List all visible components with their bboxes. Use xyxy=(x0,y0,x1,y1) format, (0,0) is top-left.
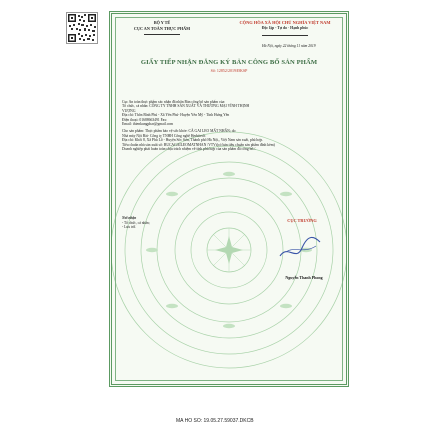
ministry-name: BỘ Y TẾ xyxy=(153,20,171,25)
organization-line-cont: VƯỢNG xyxy=(122,108,136,113)
document-number: Số: 12852/2019/ĐKSP xyxy=(210,68,248,73)
signature-mark xyxy=(276,226,324,266)
recipients-block xyxy=(122,216,150,230)
recipient-item: - Tổ chức, cá nhân; xyxy=(122,220,150,225)
address-line: Địa chỉ: Thôn Bình Phú - Xã Yên Phú- Huyện Yên Mỹ - Tỉnh Hưng Yên xyxy=(122,113,230,118)
issuer-header xyxy=(122,21,202,32)
producer-line: Nhà máy Nội Bài- Công ty TNHH Công nghệ Herbitech xyxy=(122,133,206,138)
header-left-rule xyxy=(144,34,180,35)
email-line: Email: thienkungphar@gmail.com xyxy=(122,122,174,127)
qr-code-graphic xyxy=(67,13,97,43)
phone-line: Điện thoại: 01688663491 Fax: xyxy=(122,117,168,122)
document-title: GIẤY TIẾP NHẬN ĐĂNG KÝ BẢN CÔNG BỐ SẢN PHẨM xyxy=(140,59,318,66)
commitment-line: Doanh nghiệp phải hoàn toàn chịu trách nhiệm về tính phù hợp của sản phẩm đã công bố./. xyxy=(122,147,257,152)
intro-line: Cục An toàn thực phẩm xác nhận đã nhận Bản công bố sản phẩm của: xyxy=(122,100,226,104)
product-line: Cho sản phẩm: Thực phẩm bảo vệ sức khỏe: CÀ GAI LEO MẤT NHÂN; do xyxy=(122,129,236,134)
qr-code xyxy=(66,12,98,44)
certificate-document xyxy=(109,11,349,387)
signer-name: Nguyễn Thanh Phong xyxy=(285,275,323,280)
department-name: CỤC AN TOÀN THỰC PHẨM xyxy=(133,25,191,31)
header-right-rule xyxy=(262,35,308,36)
national-motto: Độc lập - Tự do - Hạnh phúc xyxy=(261,26,309,31)
dossier-code: MA HO SO: 19.05.27.59037.DKCB xyxy=(176,418,254,424)
country-name: CỘNG HÒA XÃ HỘI CHỦ NGHĨA VIỆT NAM xyxy=(239,20,331,25)
recipient-item: - Lưu trữ. xyxy=(122,225,136,230)
standard-line: Tiêu chuẩn nhà sản xuất số: BUCAGAILEOMATNHAN /VTVt(có bản tiêu chuẩn sản phẩm đính kèm) xyxy=(122,142,275,147)
national-header xyxy=(224,21,346,31)
organization-line: Tổ chức, cá nhân: CÔNG TY TNHH SẢN XUẤT VÀ THƯƠNG MẠI VĨNH THỊNH xyxy=(122,104,250,109)
issue-date: Hà Nội, ngày 22 tháng 11 năm 2019 xyxy=(262,44,316,48)
producer-address-line: Địa chỉ: Khối 8, Xã Phù Lỗ - Huyện Sóc Sơn, Thành phố Hà Nội,, Việt Nam sản xuất, phù hợp. xyxy=(122,138,263,143)
certificate-body xyxy=(122,100,336,151)
director-title: CỤC TRƯỞNG xyxy=(287,218,317,223)
recipients-heading: Nơi nhận xyxy=(122,216,137,220)
